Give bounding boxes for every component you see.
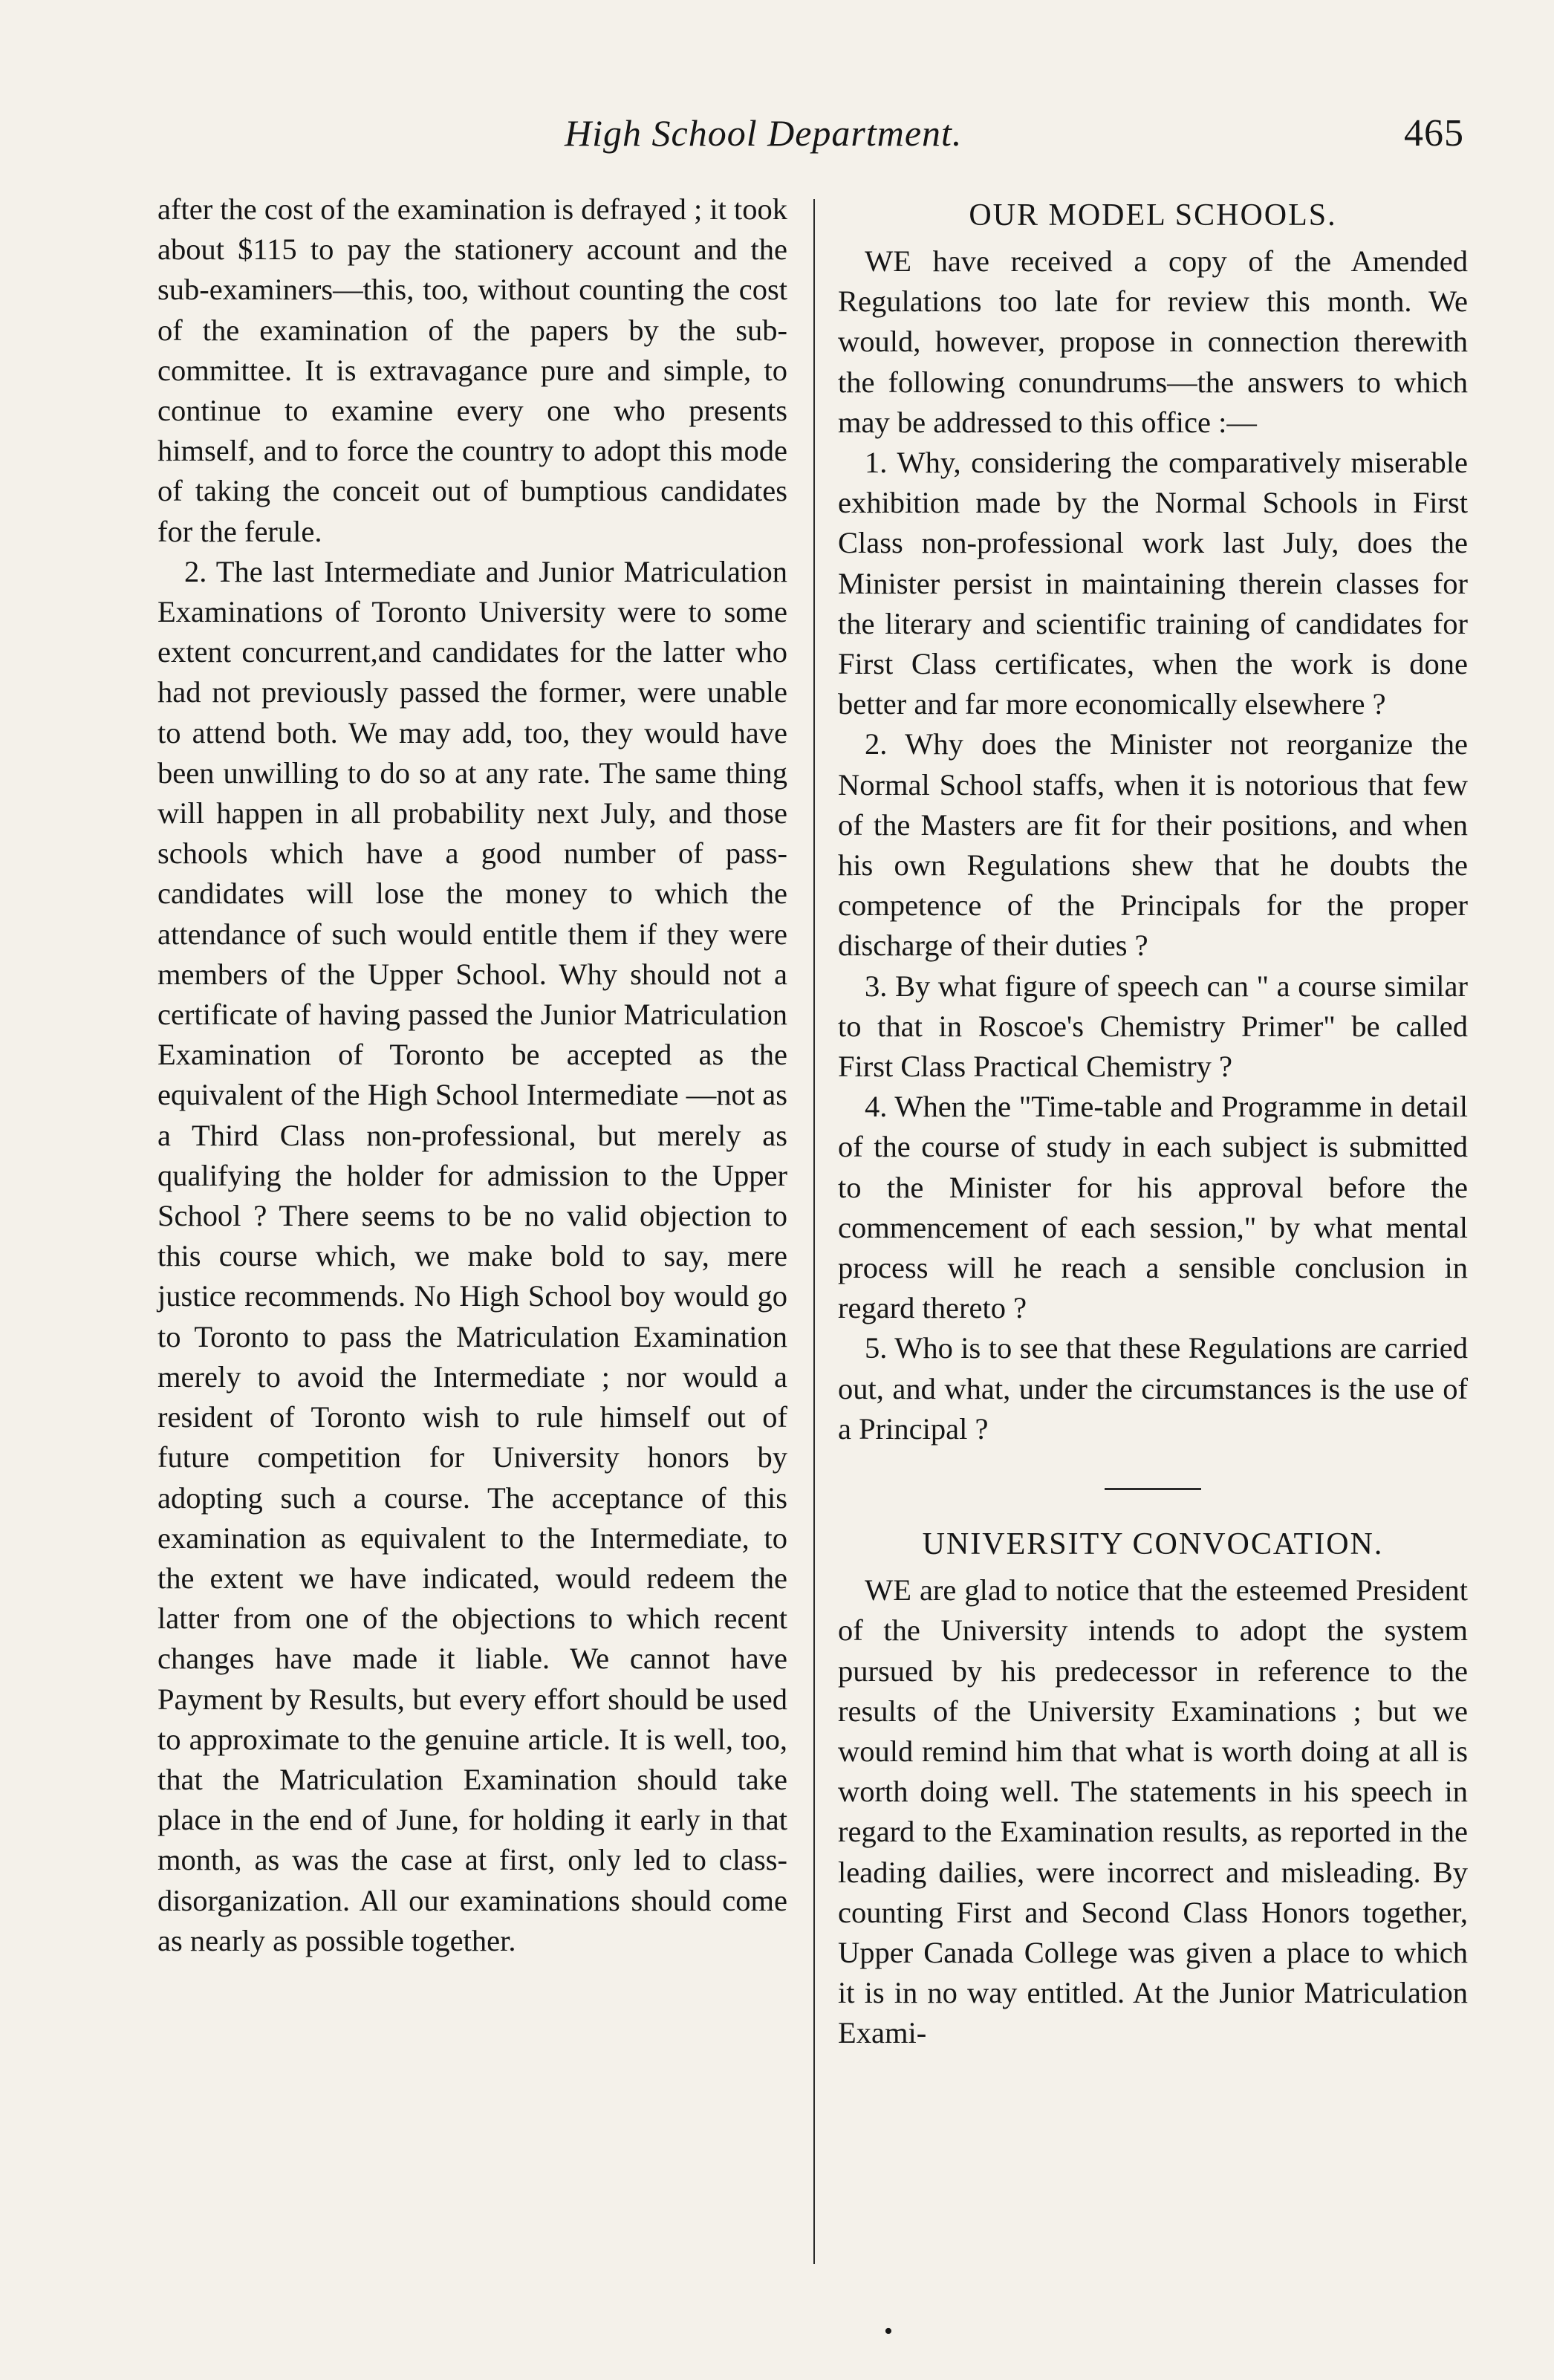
model-schools-item-1: 1. Why, considering the comparatively miserable exhibition made by the Normal Schools in First Class non-professional work last July, does the Minister persist in maintaining therein classes for the literary and scientific training of candidates for First Class certificates, when the work is done better and far more economically elsewhere ?: [838, 446, 1468, 721]
model-schools-item-5: 5. Who is to see that these Regulations are carried out, and what, under the circumstances is the use of a Principal ?: [838, 1331, 1468, 1446]
section-body-model-schools: [838, 241, 1468, 1449]
printer-mark: •: [884, 2318, 893, 2345]
left-paragraph-1: after the cost of the examination is defrayed ; it took about $115 to pay the stationery account and the sub-examiners—this, too, without counting the cost of the examination of the papers by the sub-committee. It is extravagance pure and simple, to continue to examine every one who presents himself, and to force the country to adopt this mode of taking the conceit out of bumptious candidates for the ferule.: [157, 192, 787, 548]
left-column: [157, 189, 787, 1961]
section-body-university-convocation: [838, 1570, 1468, 2053]
convocation-paragraph-1: WE are glad to notice that the esteemed President of the University intends to adopt the system pursued by his predecessor in reference to the results of the University Examinations ; but we would remind him that what is worth doing at all is worth doing well. The statements in his speech in regard to the Examination results, as reported in the leading dailies, were incorrect and misleading. By counting First and Second Class Honors together, Upper Canada College was given a place to which it is in no way entitled. At the Junior Matriculation Exami-: [838, 1573, 1468, 2050]
model-schools-intro: WE have received a copy of the Amended Regulations too late for review this month. We would, however, propose in connection therewith the following conundrums—the answers to which may be addressed to this office :—: [838, 244, 1468, 439]
section-title-model-schools: OUR MODEL SCHOOLS.: [969, 198, 1337, 233]
right-column: [838, 197, 1468, 2054]
section-divider: [1105, 1488, 1201, 1490]
column-rule: [813, 199, 815, 2264]
running-head: High School Department.: [565, 112, 963, 154]
page-number: 465: [1404, 112, 1464, 155]
section-title-university-convocation: UNIVERSITY CONVOCATION.: [922, 1527, 1384, 1562]
model-schools-item-3: 3. By what figure of speech can " a course similar to that in Roscoe's Chemistry Primer" be called First Class Practical Chemistry ?: [838, 969, 1468, 1084]
left-paragraph-2: 2. The last Intermediate and Junior Matriculation Examinations of Toronto University were to some extent concurrent,and candidates for the latter who had not previously passed the former, were unable to attend both. We may add, too, they would have been unwilling to do so at any rate. The same thing will happen in all probability next July, and those schools which have a good number of pass-candidates will lose the money to which the attendance of such would entitle them if they were members of the Upper School. Why should not a certificate of having passed the Junior Matriculation Examination of Toronto be accepted as the equivalent of the High School Intermediate —not as a Third Class non-professional, but merely as qualifying the holder for admission to the Upper School ? There seems to be no valid objection to this course which, we make bold to say, mere justice recommends. No High School boy would go to Toronto to pass the Matriculation Examination merely to avoid the Intermediate ; nor would a resident of Toronto wish to rule himself out of future competition for University honors by adopting such a course. The acceptance of this examination as equivalent to the Intermediate, to the extent we have indicated, would redeem the latter from one of the objections to which recent changes have made it liable. We cannot have Payment by Results, but every effort should be used to approximate to the genuine article. It is well, too, that the Matriculation Examination should take place in the end of June, for holding it early in that month, as was the case at first, only led to class-disorganization. All our examinations should come as nearly as possible together.: [157, 554, 787, 1957]
model-schools-item-4: 4. When the "Time-table and Programme in detail of the course of study in each subject is submitted to the Minister for his approval before the commencement of each session," by what mental process will he reach a sensible conclusion in regard thereto ?: [838, 1090, 1468, 1325]
model-schools-item-2: 2. Why does the Minister not reorganize the Normal School staffs, when it is notorious that few of the Masters are fit for their positions, and when his own Regulations shew that he doubts the competence of the Principals for the proper discharge of their duties ?: [838, 727, 1468, 963]
